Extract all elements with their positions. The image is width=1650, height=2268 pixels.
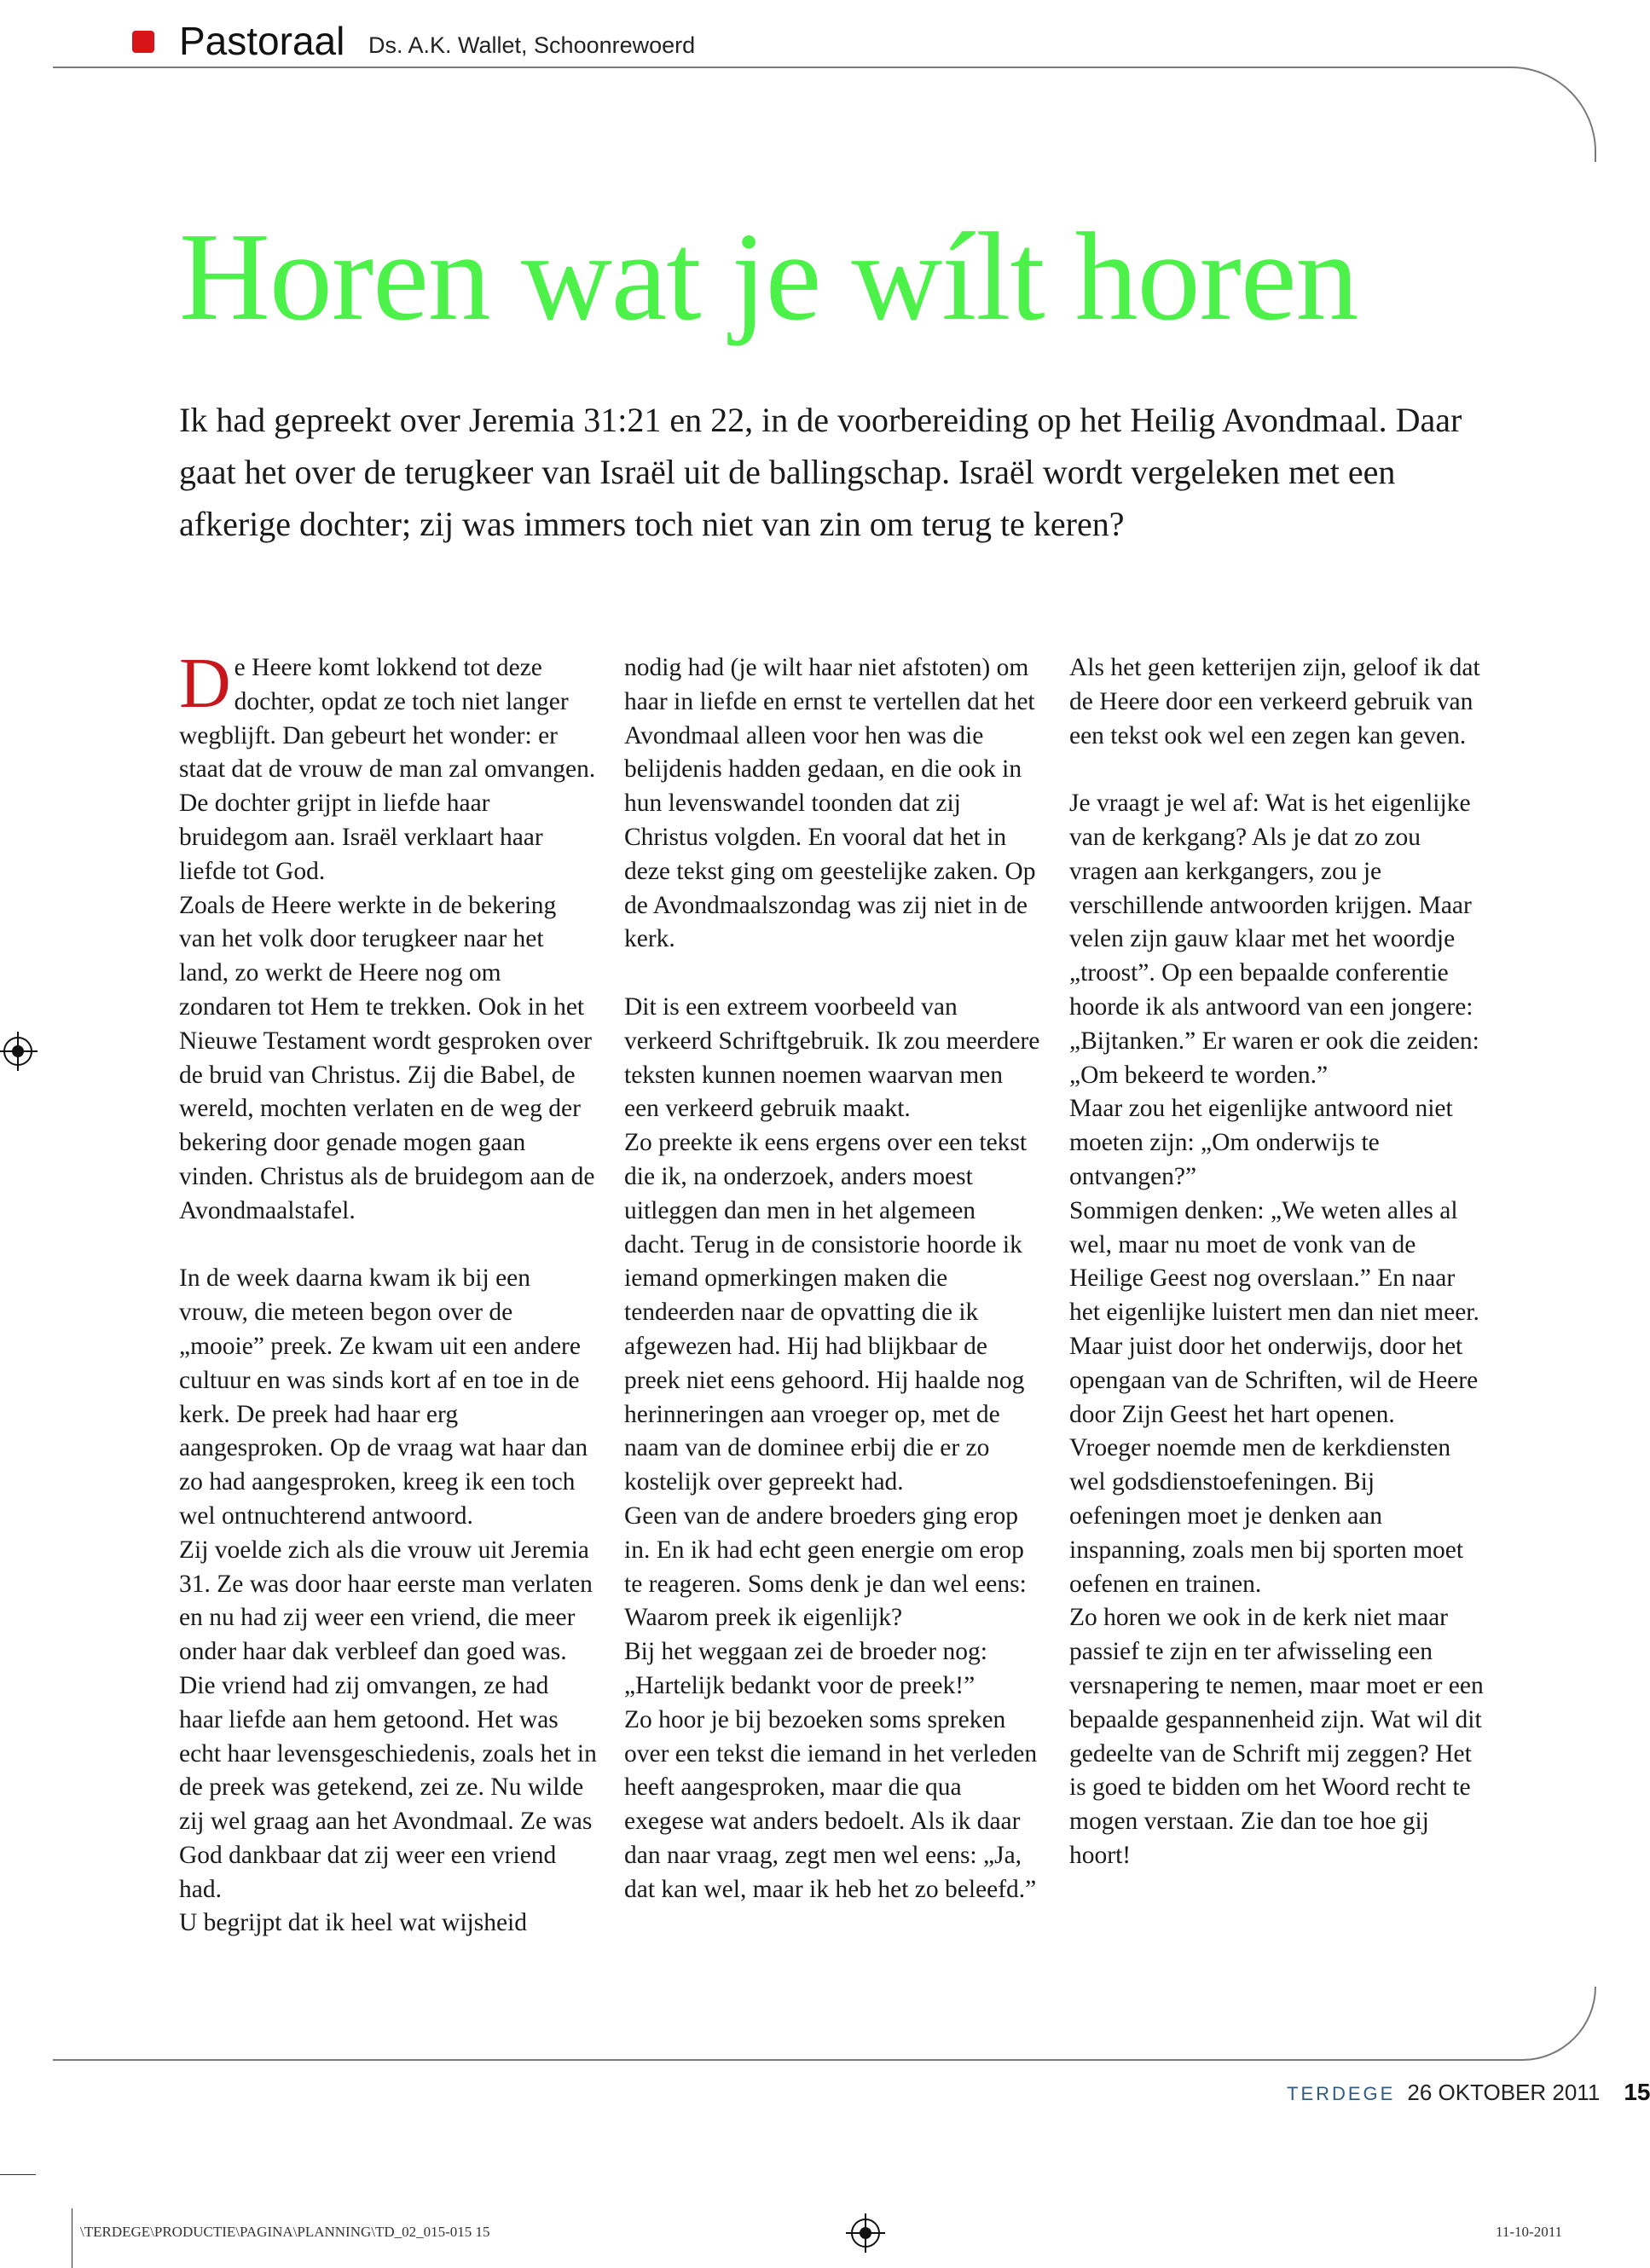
paragraph: Je vraagt je wel af: Wat is het eigenlijke van de kerkgang? Als je dat zo zou vragen aan kerkgangers, zou je verschillende antwoorden krijgen. Maar velen zijn gauw klaar met het woordje „troost”. Op een bepaalde conferentie hoorde ik als antwoord van een jongere: „Bijtanken.” Er waren er ook die zeiden: „Om bekeerd te worden.”	[1069, 790, 1479, 1089]
paragraph: Zo horen we ook in de kerk niet maar passief te zijn en ter afwisseling een versnapering te nemen, maar moet er een bepaalde gespannenheid zijn. Wat wil dit gedeelte van de Schrift mij zeggen? Het is goed te bidden om het Woord recht te mogen verstaan. Zie dan toe hoe gij hoort!	[1069, 1604, 1484, 1869]
article-title: Horen wat je wílt horen	[179, 207, 1358, 347]
drop-cap: D	[179, 644, 231, 723]
slug-file-path: \TERDEGE\PRODUCTIE\PAGINA\PLANNING\TD_02_015-015 15	[80, 2224, 490, 2240]
page-number: 15	[1624, 2079, 1650, 2105]
frame-corner-bottom	[1501, 1987, 1596, 2061]
paragraph: nodig had (je wilt haar niet afstoten) om haar in liefde en ernst te vertellen dat het Avondmaal alleen voor hen was die belijdenis hadden gedaan, en die ook in hun levenswandel toonden dat zij Christus volgden. En vooral dat het in deze tekst ging om geestelijke zaken. Op de Avondmaalszondag was zij niet in de kerk.	[624, 654, 1036, 953]
section-marker-square	[132, 31, 154, 53]
paragraph: Maar zou het eigenlijke antwoord niet moeten zijn: „Om onderwijs te ontvangen?”	[1069, 1095, 1453, 1190]
author-byline: Ds. A.K. Wallet, Schoonrewoerd	[368, 32, 696, 58]
article-column-2	[624, 651, 1042, 1906]
paragraph: Bij het weggaan zei de broeder nog: „Hartelijk bedankt voor de preek!”	[624, 1638, 987, 1699]
article-intro: Ik had gepreekt over Jeremia 31:21 en 22, in de voorbereiding op het Heilig Avondmaal. Daar gaat het over de terugkeer van Israël uit de ballingschap. Israël wordt vergeleken met een afkerige dochter; zij was immers toch niet van zin om terug te keren?	[179, 401, 1462, 543]
paragraph: In de week daarna kwam ik bij een vrouw, die meteen begon over de „mooie” preek. Ze kwam uit een andere cultuur en was sinds kort af en toe in de kerk. De preek had haar erg aangesproken. Op de vraag wat haar dan zo had aangesproken, kreeg ik een toch wel ontnuchterend antwoord.	[179, 1264, 588, 1530]
issue-date: 26 OKTOBER 2011	[1407, 2080, 1601, 2105]
crop-mark	[0, 2174, 36, 2175]
paragraph: Vroeger noemde men de kerkdiensten wel godsdienstoefeningen. Bij oefeningen moet je denken aan inspanning, zoals men bij sporten moet oefenen en trainen.	[1069, 1434, 1464, 1598]
article-column-1	[179, 644, 597, 1941]
frame-corner-top	[1501, 67, 1596, 162]
slug-date: 11-10-2011	[1496, 2224, 1563, 2240]
article-column-3	[1069, 651, 1487, 1873]
magazine-name: TERDEGE	[1287, 2083, 1396, 2104]
paragraph: Zo preekte ik eens ergens over een tekst die ik, na onderzoek, anders moest uitleggen dan men in het algemeen dacht. Terug in de consistorie hoorde ik iemand opmerkingen maken die tendeerden naar de opvatting die ik afgewezen had. Hij had blijkbaar de preek niet eens gehoord. Hij haalde nog herinneringen aan vroeger op, met de naam van de dominee erbij die er zo kostelijk over gepreekt had.	[624, 1129, 1028, 1496]
paragraph: De Heere komt lokkend tot deze dochter, opdat ze toch niet langer wegblijft. Dan gebeurt het wonder: er staat dat de vrouw de man zal omvangen. De dochter grijpt in liefde haar bruidegom aan. Israël verklaart haar liefde tot God.	[179, 644, 596, 885]
top-rule	[53, 67, 1502, 68]
paragraph: Als het geen ketterijen zijn, geloof ik dat de Heere door een verkeerd gebruik van een tekst ook wel een zegen kan geven.	[1069, 654, 1480, 749]
paragraph: Sommigen denken: „We weten alles al wel, maar nu moet de vonk van de Heilige Geest nog overslaan.” En naar het eigenlijke luistert men dan niet meer. Maar juist door het onderwijs, door het opengaan van de Schriften, wil de Heere door Zijn Geest het hart openen.	[1069, 1196, 1479, 1428]
page-footer	[1287, 2075, 1650, 2114]
paragraph: U begrijpt dat ik heel wat wijsheid	[179, 1909, 527, 1937]
paragraph: Zij voelde zich als die vrouw uit Jeremia 31. Ze was door haar eerste man verlaten en nu had zij weer een vriend, die meer onder haar dak verbleef dan goed was. Die vriend had zij omvangen, ze had haar liefde aan hem getoond. Het was echt haar levensgeschiedenis, zoals het in de preek was getekend, zei ze. Nu wilde zij wel graag aan het Avondmaal. Ze was God dankbaar dat zij weer een vriend had.	[179, 1536, 597, 1903]
paragraph: Geen van de andere broeders ging erop in. En ik had echt geen energie om erop te reageren. Soms denk je dan wel eens: Waarom preek ik eigenlijk?	[624, 1501, 1027, 1632]
paragraph: Dit is een extreem voorbeeld van verkeerd Schriftgebruik. Ik zou meerdere teksten kunnen noemen waarvan men een verkeerd gebruik maakt.	[624, 992, 1040, 1123]
bottom-rule	[53, 2059, 1502, 2061]
section-name: Pastoraal	[179, 19, 345, 63]
paragraph: Zo hoor je bij bezoeken soms spreken over een tekst die iemand in het verleden heeft aangesproken, maar die qua exegese wat anders bedoelt. Als ik daar dan naar vraag, zegt men wel eens: „Ja, dat kan wel, maar ik heb het zo beleefd.”	[624, 1705, 1038, 1903]
paragraph: Zoals de Heere werkte in de bekering van het volk door terugkeer naar het land, zo werkt de Heere nog om zondaren tot Hem te trekken. Ook in het Nieuwe Testament wordt gesproken over de bruid van Christus. Zij die Babel, de wereld, mochten verlaten en de weg der bekering door genade mogen gaan vinden. Christus als de bruidegom aan de Avondmaalstafel.	[179, 891, 595, 1224]
registration-mark-icon	[851, 2219, 880, 2248]
registration-mark-icon	[3, 1037, 32, 1066]
